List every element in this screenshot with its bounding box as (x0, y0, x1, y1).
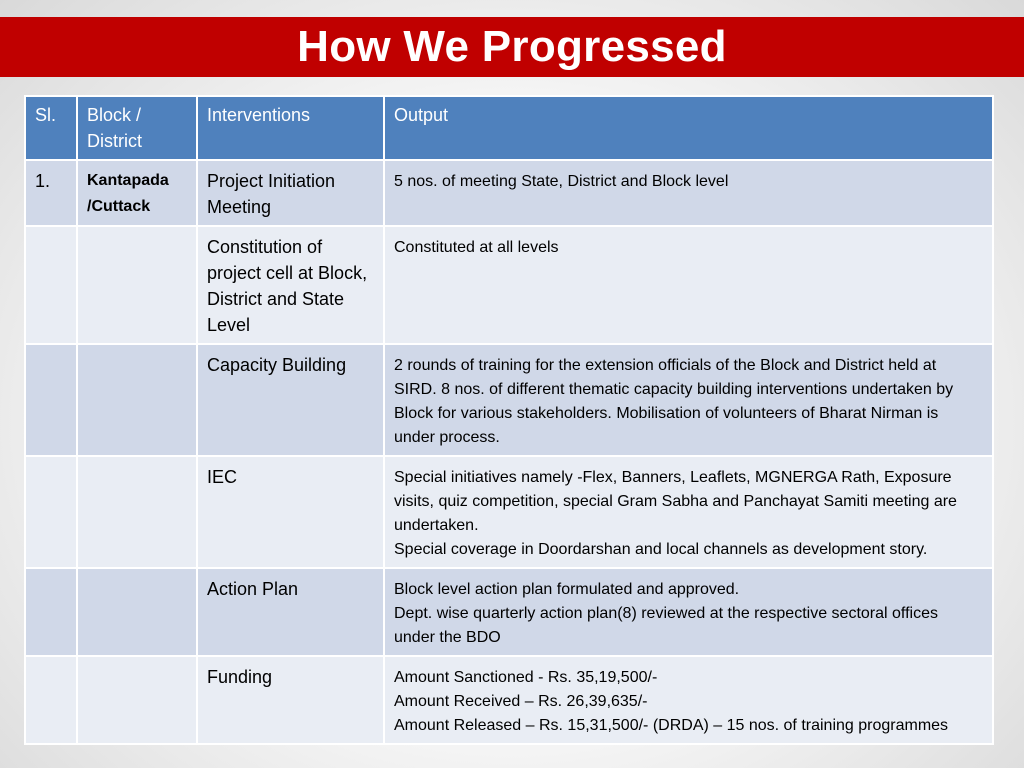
page-title: How We Progressed (297, 22, 727, 71)
table-row (25, 344, 993, 456)
table-row (25, 160, 993, 226)
cell-output (384, 160, 993, 226)
output-line: Block level action plan formulated and approved. (394, 581, 740, 598)
progress-table (24, 95, 994, 745)
cell-sl (25, 656, 77, 744)
title-bar (0, 17, 1024, 77)
output-line: Special initiatives namely -Flex, Banners, Leaflets, MGNERGA Rath, Exposure visits, quiz competition, special Gram Sabha and Panchayat Samiti meeting are undertaken. (394, 469, 957, 534)
table-row (25, 456, 993, 568)
cell-sl (25, 568, 77, 656)
cell-intervention: Funding (197, 656, 384, 744)
cell-sl (25, 456, 77, 568)
table-row (25, 568, 993, 656)
cell-intervention: Project Initiation Meeting (197, 160, 384, 226)
output-line: Special coverage in Doordarshan and local channels as development story. (394, 541, 928, 558)
table-header-row (25, 96, 993, 160)
output-line: Dept. wise quarterly action plan(8) reviewed at the respective sectoral offices under the BDO (394, 605, 938, 646)
cell-output (384, 568, 993, 656)
cell-block-district (77, 568, 197, 656)
cell-block-district (77, 456, 197, 568)
progress-table-container (24, 95, 992, 745)
cell-output (384, 226, 993, 344)
table-row (25, 226, 993, 344)
output-line: Amount Released – Rs. 15,31,500/- (DRDA) – 15 nos. of training programmes (394, 717, 949, 734)
output-line: Amount Sanctioned - Rs. 35,19,500/- (394, 669, 658, 686)
cell-output (384, 456, 993, 568)
table-body (25, 160, 993, 744)
output-line: Amount Received – Rs. 26,39,635/- (394, 693, 648, 710)
header-output: Output (384, 96, 993, 160)
cell-intervention: Action Plan (197, 568, 384, 656)
table-row (25, 656, 993, 744)
cell-sl (25, 226, 77, 344)
cell-block-district (77, 344, 197, 456)
cell-output (384, 656, 993, 744)
cell-block-district (77, 656, 197, 744)
output-line: Constituted at all levels (394, 239, 559, 256)
cell-sl: 1. (25, 160, 77, 226)
header-block-district: Block / District (77, 96, 197, 160)
cell-block-district: Kantapada /Cuttack (77, 160, 197, 226)
cell-sl (25, 344, 77, 456)
cell-block-district (77, 226, 197, 344)
output-line: 5 nos. of meeting State, District and Block level (394, 173, 729, 190)
header-sl: Sl. (25, 96, 77, 160)
cell-output (384, 344, 993, 456)
cell-intervention: Constitution of project cell at Block, District and State Level (197, 226, 384, 344)
cell-intervention: Capacity Building (197, 344, 384, 456)
cell-intervention: IEC (197, 456, 384, 568)
output-line: 2 rounds of training for the extension officials of the Block and District held at SIRD. 8 nos. of different thematic capacity building interventions undertaken by Block for various stakeholders. Mobilisation of volunteers of Bharat Nirman is under process. (394, 357, 954, 446)
header-interventions: Interventions (197, 96, 384, 160)
